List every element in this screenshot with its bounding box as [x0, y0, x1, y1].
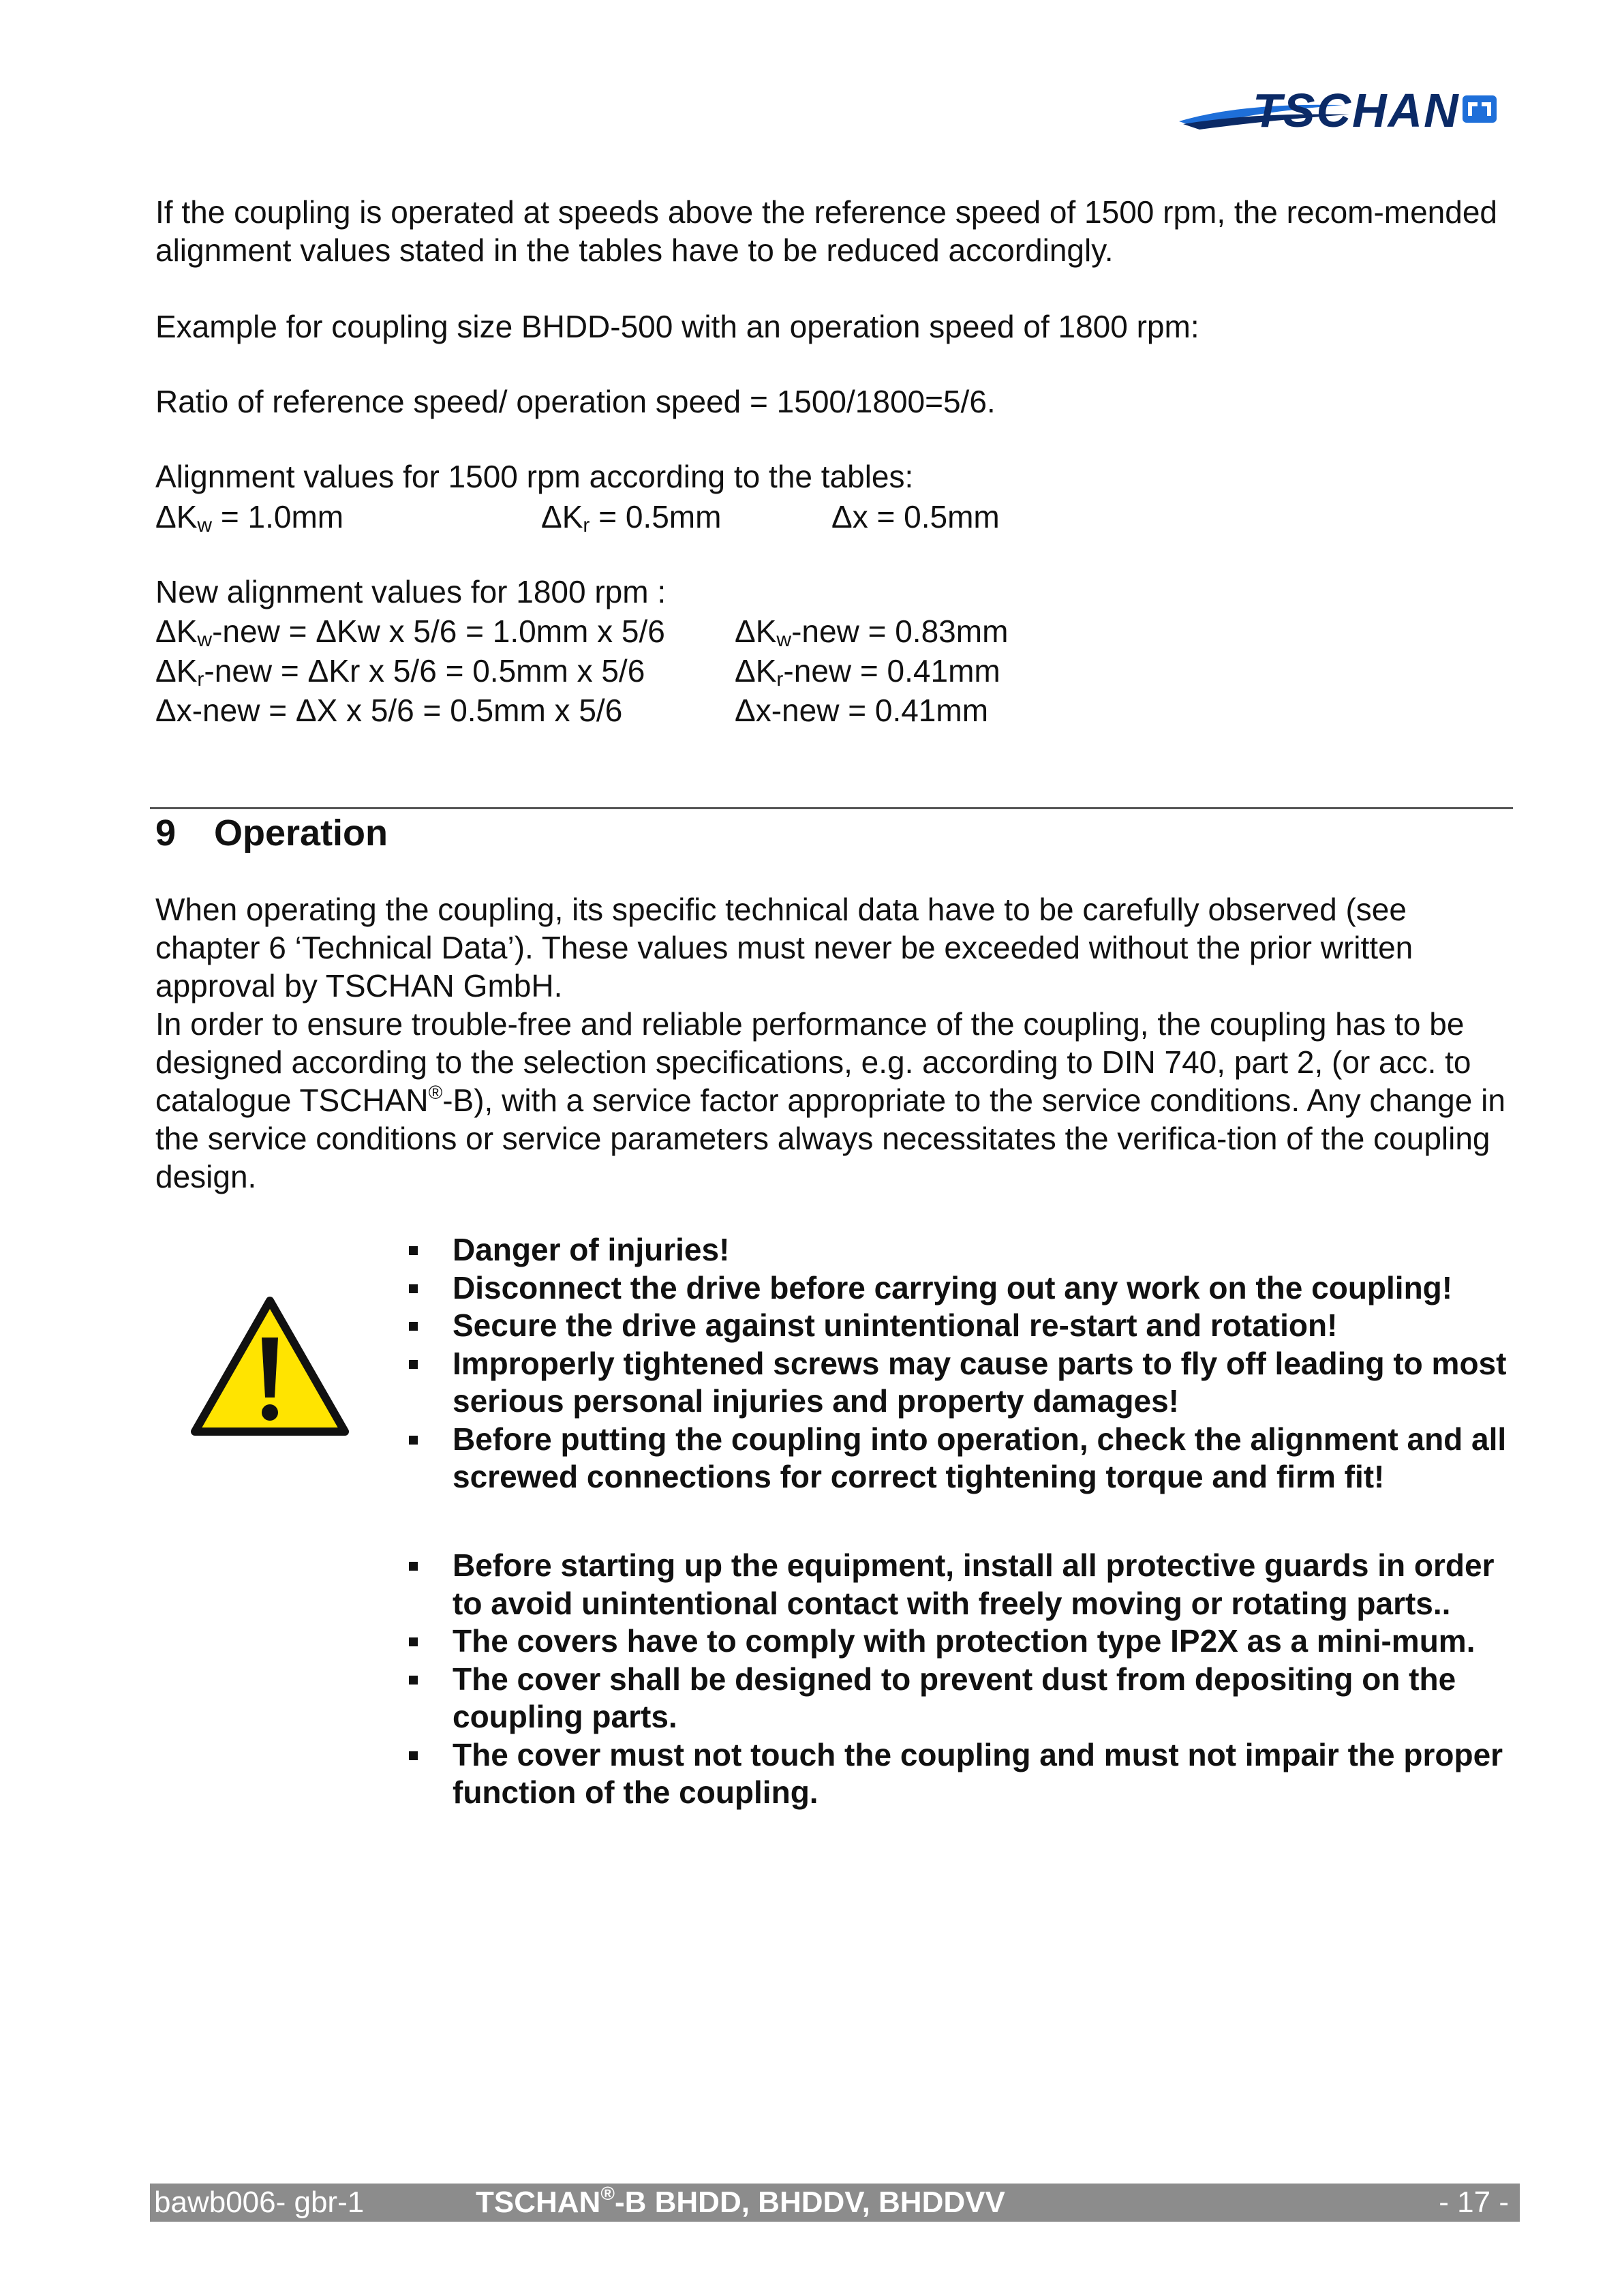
intro-paragraph-3: Ratio of reference speed/ operation speed = 1500/1800=5/6. — [155, 384, 996, 419]
tschan-logo — [1179, 82, 1499, 143]
footer-doc-id: bawb006- gbr-1 — [154, 2186, 365, 2219]
section-divider — [150, 807, 1513, 809]
warning-item: Secure the drive against unintentional re-start and rotation! — [403, 1307, 1528, 1345]
warning-item: The cover must not touch the coupling and must not impair the proper function of the coupling. — [403, 1736, 1528, 1812]
warning-item: Before starting up the equipment, install all protective guards in order to avoid unintentional contact with freely moving or rotating parts.. — [403, 1547, 1528, 1622]
section-number: 9 — [155, 813, 177, 854]
logo-text: TSCHAN — [1253, 84, 1460, 137]
warning-item: Improperly tightened screws may cause parts to fly off leading to most serious personal injuries and property damages! — [403, 1345, 1528, 1421]
footer-title: TSCHAN®-B BHDD, BHDDV, BHDDVV — [476, 2183, 1005, 2219]
intro-paragraph-1: If the coupling is operated at speeds above the reference speed of 1500 rpm, the recom-mended alignment values stated in the tables have to be reduced accordingly. — [155, 194, 1498, 268]
alignment-1800-kr-result: $\Delta K_r$-new = 0.41mm — [735, 653, 1000, 691]
logo-mark-icon — [1460, 91, 1499, 127]
warning-list-1 — [403, 1231, 1528, 1496]
alignment-1800-kw-result: $\Delta K_w$-new = 0.83mm — [735, 614, 1009, 651]
intro-paragraph-4: Alignment values for 1500 rpm according to the tables: — [155, 459, 914, 494]
operation-paragraph-1: When operating the coupling, its specific technical data have to be carefully observed (see chapter 6 ‘Technical Data’). These values must never be exceeded without the prior written approval by TSCHAN GmbH. — [155, 892, 1413, 1003]
alignment-1800-x-calc: Δx-new = ΔX x 5/6 = 0.5mm x 5/6 — [155, 693, 623, 728]
alignment-kr-1500: $\Delta K_r = 0.5mm$ — [541, 499, 722, 537]
alignment-kw-1500: $\Delta K_w = 1.0mm$ — [155, 499, 344, 537]
footer-page-number: - 17 - — [1439, 2186, 1509, 2219]
warning-item: The cover shall be designed to prevent dust from depositing on the coupling parts. — [403, 1661, 1528, 1736]
alignment-1800-kw-calc: $\Delta K_w$-new = ΔKw x 5/6 = 1.0mm x 5/6 — [155, 614, 665, 651]
section-heading — [155, 810, 388, 856]
alignment-1800-kr-calc: $\Delta K_r$-new = ΔKr x 5/6 = 0.5mm x 5/6 — [155, 653, 645, 691]
page-footer — [150, 2184, 1520, 2222]
alignment-1800-x-result: Δx-new = 0.41mm — [735, 693, 989, 728]
warning-triangle-icon — [189, 1295, 350, 1438]
alignment-1800-title: New alignment values for 1800 rpm : — [155, 574, 667, 609]
warning-item: The covers have to comply with protection type IP2X as a mini-mum. — [403, 1622, 1528, 1661]
warning-item: Before putting the coupling into operation, check the alignment and all screwed connections for correct tightening torque and firm fit! — [403, 1421, 1528, 1496]
alignment-x-1500: Δx = 0.5mm — [831, 499, 1000, 534]
operation-paragraph-2: In order to ensure trouble-free and reliable performance of the coupling, the coupling has to be designed according to the selection specifications, e.g. according to DIN 740, part 2, (or acc. to catalogue TSCHAN®-B), with a service factor appropriate to the service conditions. Any change in the service conditions or service parameters always necessitates the verifica-tion of the coupling design. — [155, 1006, 1505, 1194]
warning-list-2 — [403, 1547, 1528, 1812]
warning-item: Danger of injuries! — [403, 1231, 1528, 1269]
intro-paragraph-2: Example for coupling size BHDD-500 with an operation speed of 1800 rpm: — [155, 309, 1199, 344]
section-title: Operation — [214, 813, 388, 854]
warning-item: Disconnect the drive before carrying out any work on the coupling! — [403, 1269, 1528, 1308]
